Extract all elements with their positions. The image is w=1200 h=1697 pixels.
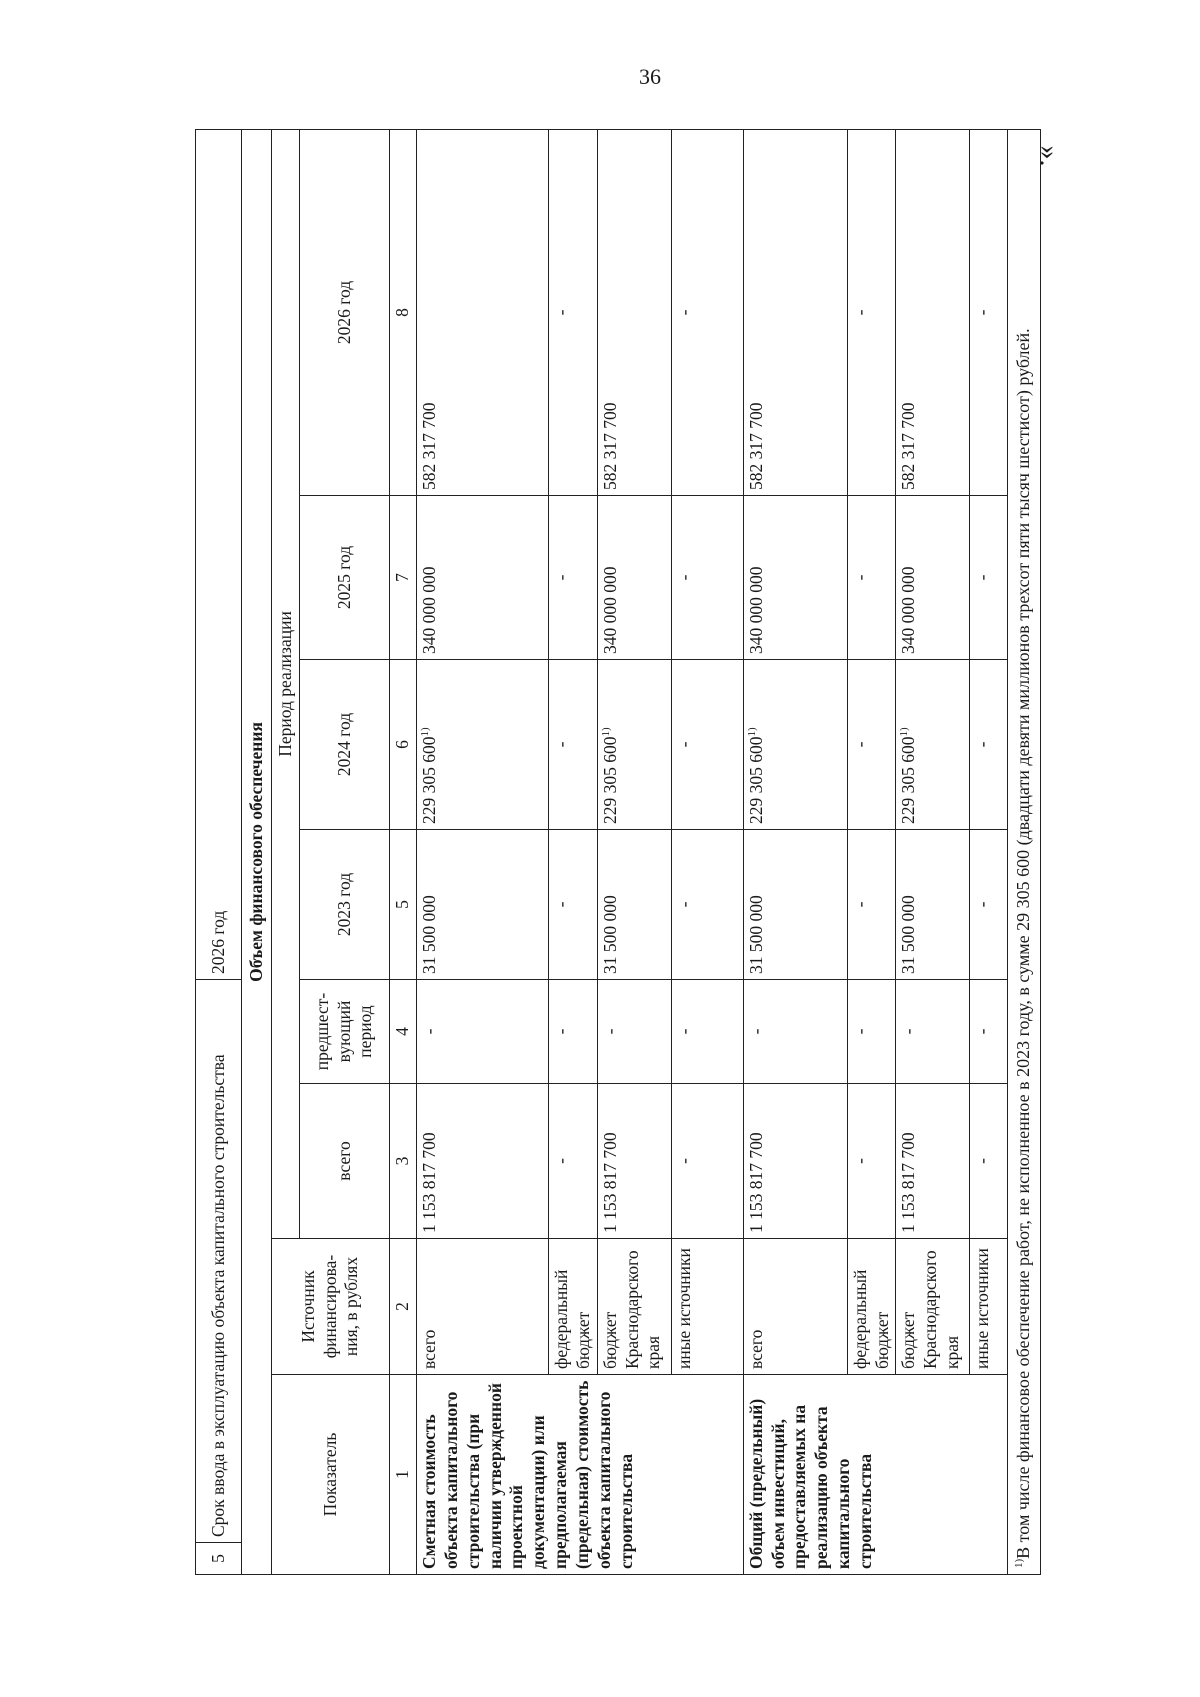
total-cell [847, 1084, 896, 1239]
year-2025-cell-value: 340 000 000 [418, 566, 439, 654]
col-number-2: 2 [390, 1239, 417, 1375]
year-2024-cell [970, 659, 1008, 829]
source-cell-value: федеральный бюджет [550, 1269, 593, 1369]
section-title-row [242, 129, 272, 1574]
header-row-1 [272, 129, 300, 1574]
total-cell-value: - [673, 1158, 694, 1164]
prior-period-cell-value: - [550, 1028, 571, 1035]
year-2025-cell [416, 495, 548, 659]
source-cell [743, 1239, 847, 1375]
source-cell [847, 1239, 896, 1375]
year-2026-cell [896, 129, 970, 495]
year-2025-cell [597, 495, 671, 659]
year-2025-cell-value: 340 000 000 [745, 566, 766, 654]
year-2026-cell-value: 582 317 700 [898, 402, 919, 490]
year-2023-cell-value: 31 500 000 [418, 895, 439, 974]
table-row [597, 129, 671, 1574]
year-2026-cell [416, 129, 548, 495]
header-prior: предшест-вующий период [300, 979, 390, 1083]
year-2023-cell-value: - [673, 901, 694, 908]
prior-period-cell [970, 979, 1008, 1083]
source-cell [597, 1239, 671, 1375]
year-2026-cell-value: - [849, 309, 870, 316]
year-2024-cell [847, 659, 896, 829]
header-2025: 2025 год [300, 495, 390, 659]
footnote-mark: 1) [1013, 1558, 1026, 1568]
year-2025-cell-value: 340 000 000 [599, 566, 620, 654]
year-2023-cell [970, 829, 1008, 979]
year-2024-cell-value: - [972, 741, 993, 748]
section-title: Объем финансового обеспечения [242, 129, 272, 1574]
year-2024-cell-value: - [673, 741, 694, 748]
year-2024-cell [671, 659, 743, 829]
year-2026-cell-value: 582 317 700 [745, 402, 766, 490]
year-2023-cell [671, 829, 743, 979]
prior-period-cell-value: - [745, 1028, 766, 1035]
rotated-table-block [195, 130, 1055, 1575]
total-cell-value: 1 153 817 700 [898, 1132, 919, 1233]
year-2025-cell-value: 340 000 000 [898, 566, 919, 654]
total-cell [416, 1084, 548, 1239]
year-2025-cell [847, 495, 896, 659]
row-5-number: 5 [196, 1543, 242, 1575]
total-cell-value: 1 153 817 700 [418, 1132, 439, 1233]
year-2025-cell [743, 495, 847, 659]
year-2026-cell [847, 129, 896, 495]
source-cell [416, 1239, 548, 1375]
year-2026-cell [970, 129, 1008, 495]
year-2024-cell [896, 659, 970, 829]
year-2026-cell [597, 129, 671, 495]
source-cell-value: всего [745, 1329, 766, 1369]
col-number-5: 5 [390, 829, 417, 979]
total-cell [970, 1084, 1008, 1239]
year-2024-cell-value: - [550, 741, 571, 748]
year-2023-cell [847, 829, 896, 979]
year-2024-cell [416, 659, 548, 829]
total-cell-value: 1 153 817 700 [745, 1132, 766, 1233]
year-2023-cell [896, 829, 970, 979]
prior-period-cell-value: - [972, 1028, 993, 1035]
source-cell [970, 1239, 1008, 1375]
prior-period-cell [671, 979, 743, 1083]
year-2023-cell [743, 829, 847, 979]
year-2025-cell [896, 495, 970, 659]
row-5 [196, 129, 242, 1574]
footnote-reference: 1) [745, 727, 758, 737]
table-sheet [195, 130, 1055, 1575]
year-2025-cell-value: - [972, 574, 993, 581]
source-cell-value: бюджет Краснодарского края [599, 1250, 664, 1369]
source-cell [896, 1239, 970, 1375]
total-cell [597, 1084, 671, 1239]
footnote-reference: 1) [599, 727, 612, 737]
year-2026-cell [743, 129, 847, 495]
year-2026-cell-value: - [673, 309, 694, 316]
year-2023-cell-value: - [972, 901, 993, 908]
table-row [847, 129, 896, 1574]
footnote-row [1008, 129, 1040, 1574]
year-2024-cell-value: 229 305 600 [599, 736, 620, 824]
col-number-6: 6 [390, 659, 417, 829]
year-2026-cell-value: 582 317 700 [418, 402, 439, 490]
table-row [548, 129, 597, 1574]
total-cell-value: - [550, 1158, 571, 1164]
year-2024-cell [597, 659, 671, 829]
year-2025-cell [970, 495, 1008, 659]
footnote-text: В том числе финансовое обеспечение работ, не исполненное в 2023 году, в сумме 29 305 600 (двадцати девяти миллионов трехсот пяти тысяч шестисот) рублей. [1013, 328, 1034, 1559]
indicator-cell: Общий (предельный) объем инвестиций, предоставляемых на реализацию объекта капитального строительства [743, 1375, 1008, 1575]
year-2023-cell-value: 31 500 000 [599, 895, 620, 974]
year-2026-cell [671, 129, 743, 495]
year-2026-cell-value: - [550, 309, 571, 316]
header-indicator: Показатель [272, 1375, 390, 1575]
source-cell-value: бюджет Краснодарского края [898, 1250, 963, 1369]
header-2026: 2026 год [300, 129, 390, 495]
year-2023-cell [548, 829, 597, 979]
total-cell [548, 1084, 597, 1239]
col-number-8: 8 [390, 129, 417, 495]
year-2023-cell-value: 31 500 000 [745, 895, 766, 974]
year-2024-cell-value: 229 305 600 [898, 736, 919, 824]
col-number-7: 7 [390, 495, 417, 659]
header-2024: 2024 год [300, 659, 390, 829]
total-cell-value: - [849, 1158, 870, 1164]
prior-period-cell-value: - [418, 1028, 439, 1035]
source-cell-value: федеральный бюджет [849, 1269, 892, 1369]
year-2025-cell-value: - [673, 574, 694, 581]
header-2023: 2023 год [300, 829, 390, 979]
prior-period-cell-value: - [898, 1028, 919, 1035]
year-2025-cell-value: - [849, 574, 870, 581]
row-5-value: 2026 год [196, 129, 242, 979]
table-row [416, 129, 548, 1574]
table-row [896, 129, 970, 1574]
year-2026-cell [548, 129, 597, 495]
column-numbers-row [390, 129, 417, 1574]
table-row [970, 129, 1008, 1574]
prior-period-cell [743, 979, 847, 1083]
header-total: всего [300, 1084, 390, 1239]
year-2025-cell [671, 495, 743, 659]
col-number-1: 1 [390, 1375, 417, 1575]
prior-period-cell [896, 979, 970, 1083]
col-number-3: 3 [390, 1084, 417, 1239]
prior-period-cell [597, 979, 671, 1083]
year-2025-cell-value: - [550, 574, 571, 581]
col-number-4: 4 [390, 979, 417, 1083]
financing-table [195, 129, 1041, 1575]
prior-period-cell [548, 979, 597, 1083]
table-row [671, 129, 743, 1574]
source-cell [548, 1239, 597, 1375]
year-2023-cell-value: 31 500 000 [898, 895, 919, 974]
prior-period-cell-value: - [599, 1028, 620, 1035]
footnote-reference: 1) [419, 727, 432, 737]
year-2024-cell-value: - [849, 741, 870, 748]
header-period: Период реализации [272, 129, 300, 1238]
source-cell [671, 1239, 743, 1375]
prior-period-cell-value: - [849, 1028, 870, 1035]
header-source: Источник финансирова-ния, в рублях [272, 1239, 390, 1375]
year-2024-cell [743, 659, 847, 829]
year-2023-cell-value: - [849, 901, 870, 908]
year-2026-cell-value: - [972, 309, 993, 316]
prior-period-cell-value: - [673, 1028, 694, 1035]
year-2025-cell [548, 495, 597, 659]
indicator-cell: Сметная стоимость объекта капитального строительства (при наличии утвержденной проектной документации) или предполагаемая (предельная) стоимость объекта капитального строительства [416, 1375, 743, 1575]
total-cell [896, 1084, 970, 1239]
total-cell [671, 1084, 743, 1239]
total-cell-value: 1 153 817 700 [599, 1132, 620, 1233]
footnote [1008, 129, 1040, 1574]
prior-period-cell [416, 979, 548, 1083]
year-2023-cell [597, 829, 671, 979]
total-cell-value: - [972, 1158, 993, 1164]
year-2026-cell-value: 582 317 700 [599, 402, 620, 490]
source-cell-value: иные источники [972, 1248, 993, 1369]
year-2023-cell-value: - [550, 901, 571, 908]
year-2024-cell [548, 659, 597, 829]
row-5-label: Срок ввода в эксплуатацию объекта капитального строительства [196, 979, 242, 1542]
source-cell-value: иные источники [673, 1248, 694, 1369]
table-row [743, 129, 847, 1574]
page-number: 36 [639, 64, 661, 89]
source-cell-value: всего [418, 1329, 439, 1369]
total-cell [743, 1084, 847, 1239]
closing-quote: ». [1033, 145, 1065, 167]
prior-period-cell [847, 979, 896, 1083]
year-2024-cell-value: 229 305 600 [745, 736, 766, 824]
footnote-reference: 1) [898, 727, 911, 737]
year-2023-cell [416, 829, 548, 979]
year-2024-cell-value: 229 305 600 [418, 736, 439, 824]
